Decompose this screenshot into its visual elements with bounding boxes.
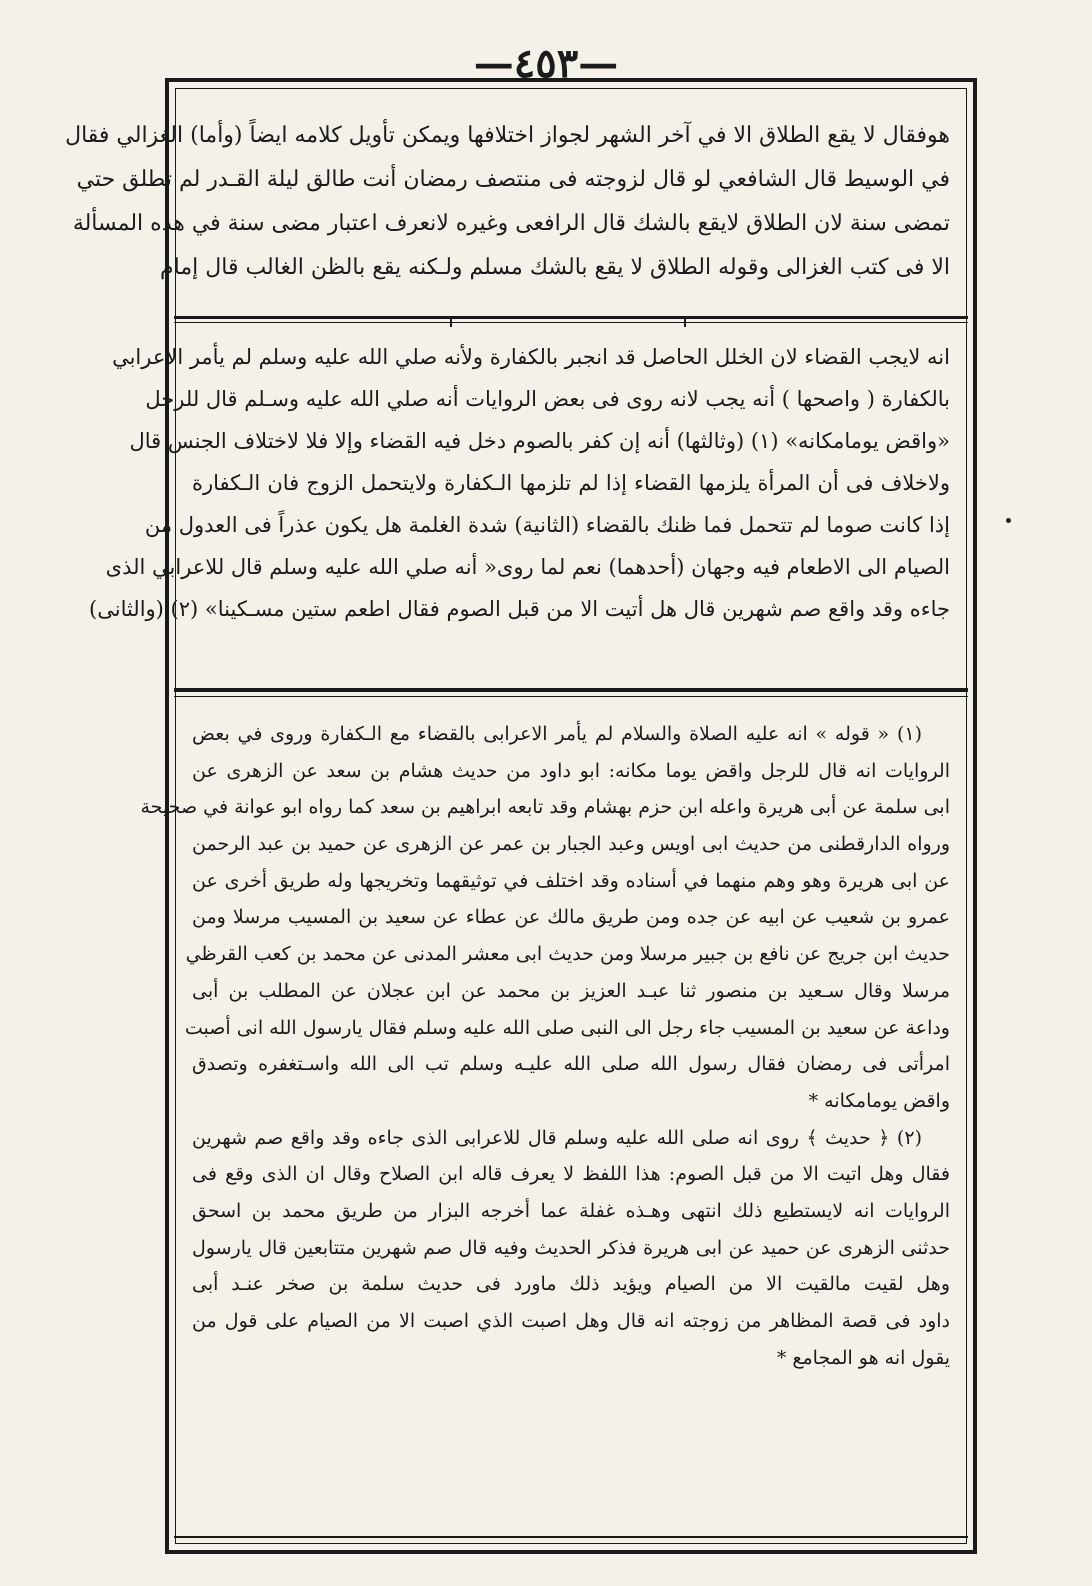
text-line: في الوسيط قال الشافعي لو قال لزوجته فى منتصف رمضان أنت طالق ليلة القـدر لم تطلق حتي	[76, 167, 950, 192]
footnote-divider	[174, 688, 968, 692]
text-line: الا فى كتب الغزالى وقوله الطلاق لا يقع بالشك مسلم ولـكنه يقع بالظن الغالب قال إمام	[160, 255, 950, 280]
margin-dot	[1006, 518, 1011, 523]
text-line: ولاخلاف فى أن المرأة يلزمها القضاء إذا لم تلزمها الـكفارة ولايتحمل الزوج فان الـكفارة	[192, 471, 950, 495]
footnote-line: (٢) ﴿ حديث ﴾ روى انه صلى الله عليه وسلم قال للاعرابى الذى جاءه وقد واقع صم شهرين	[192, 1126, 922, 1149]
text-line: تمضى سنة لان الطلاق لايقع بالشك قال الرافعى وغيره لانعرف اعتبار مضى سنة في هذه المسألة	[72, 211, 950, 236]
footnote-line: عمرو بن شعيب عن ابيه عن جده ومن طريق مالك عن عطاء عن سعيد بن المسيب مرسلا ومن	[192, 906, 950, 929]
footnote-line: واقض يومامكانه *	[808, 1089, 950, 1112]
footnote-line: وهل لقيت مالقيت الا من الصيام ويؤيد ذلك ماورد فى حديث سلمة بن صخر عنـد أبى	[192, 1273, 950, 1296]
footnote-line: الروايات انه لايستطيع ذلك انتهى وهـذه غفلة عما أخرجه البزار من طريق محمد بن اسحق	[192, 1199, 950, 1222]
divider-tick	[684, 319, 686, 327]
text-line: جاءه وقد واقع صم شهرين قال هل أتيت الا من قبل الصوم فقال اطعم ستين مسـكينا» (٢) (والثانى)	[89, 597, 950, 621]
footnote-line: يقول انه هو المجامع *	[776, 1346, 950, 1369]
footnote-line: داود فى قصة المظاهر من زوجته انه قال وهل اصبت الذي اصبت الا من الصيام على قول من	[192, 1310, 950, 1332]
text-line: هوفقال لا يقع الطلاق الا في آخر الشهر لجواز اختلافها ويمكن تأويل كلامه ايضاً (وأما) الغزالي فقال	[65, 123, 950, 148]
text-line: بالكفارة ( واصحها ) أنه يجب لانه روى فى بعض الروايات أنه صلي الله عليه وسـلم قال للرجل	[145, 387, 950, 411]
main-text-upper	[65, 114, 964, 290]
text-line: الصيام الى الاطعام فيه وجهان (أحدهما) نعم لما روى« أنه صلي الله عليه وسلم قال للاعرابي الذى	[105, 555, 950, 579]
footnote-line: ورواه الدارقطنى من حديث ابى اويس وعبد الجبار بن عمر عن الزهرى عن حميد بن عبد الرحمن	[192, 833, 950, 856]
main-text-lower	[89, 336, 964, 630]
footnotes	[140, 716, 964, 1376]
footnote-line: عن ابى هريرة وهو وهم منهما في أسناده وقد اختلف في توثيقهما وتخريجها وله طريق أخرى عن	[192, 869, 950, 892]
page-number: —٤٥٣—	[473, 40, 619, 87]
text-line: انه لايجب القضاء لان الخلل الحاصل قد انجبر بالكفارة ولأنه صلي الله عليه وسلم لم يأمر الاعرابي	[112, 345, 950, 369]
text-line: «واقض يومامكانه» (١) (وثالثها) أنه إن كفر بالصوم دخل فيه القضاء وإلا فلا لاختلاف الجنس قال	[129, 429, 950, 453]
footnote-line: (١) « قوله » انه عليه الصلاة والسلام لم يأمر الاعرابى بالقضاء مع الـكفارة وروى في بعض	[192, 723, 922, 745]
footnote-line: الروايات انه قال للرجل واقض يوما مكانه: ابو داود من حديث هشام بن سعد عن الزهرى عن	[192, 759, 950, 782]
footnote-line: حديث ابن جريج عن نافع بن جبير مرسلا ومن حديث ابى معشر المدنى عن محمد بن كعب القرظي	[185, 943, 950, 966]
section-divider-thin	[174, 322, 968, 323]
footnote-line: ابى سلمة عن أبى هريرة واعله ابن حزم بهشام وقد تابعه ابراهيم بن سعد كما رواه ابو عوانة في صحيحة	[140, 796, 950, 819]
footnote-line: وداعة عن سعيد بن المسيب جاء رجل الى النبى صلى الله عليه وسلم فقال يارسول الله انى أصبت	[184, 1016, 950, 1039]
section-divider	[174, 316, 968, 319]
text-line: إذا كانت صوما لم تتحمل فما ظنك بالقضاء (الثانية) شدة الغلمة هل يكون عذراً فى العدول من	[144, 513, 950, 537]
footnote-divider-thin	[174, 696, 968, 697]
footnote-line: مرسلا وقال سـعيد بن منصور ثنا عبـد العزيز بن محمد عن ابن عجلان عن المطلب بن أبى	[192, 979, 950, 1002]
divider-tick	[450, 319, 452, 327]
bottom-rule	[174, 1536, 968, 1538]
footnote-line: امرأتى فى رمضان فقال رسول الله صلى الله عليـه وسلم تب الى الله واسـتغفره وتصدق	[192, 1053, 950, 1076]
footnote-line: فقال وهل اتيت الا من قبل الصوم: هذا اللفظ لا يعرف قاله ابن الصلاح وقال ان الذى وقع فى	[192, 1163, 950, 1186]
footnote-line: حدثنى الزهرى عن حميد عن ابى هريرة فذكر الحديث وفيه قال صم شهرين متتابعين قال يارسول	[192, 1236, 950, 1259]
